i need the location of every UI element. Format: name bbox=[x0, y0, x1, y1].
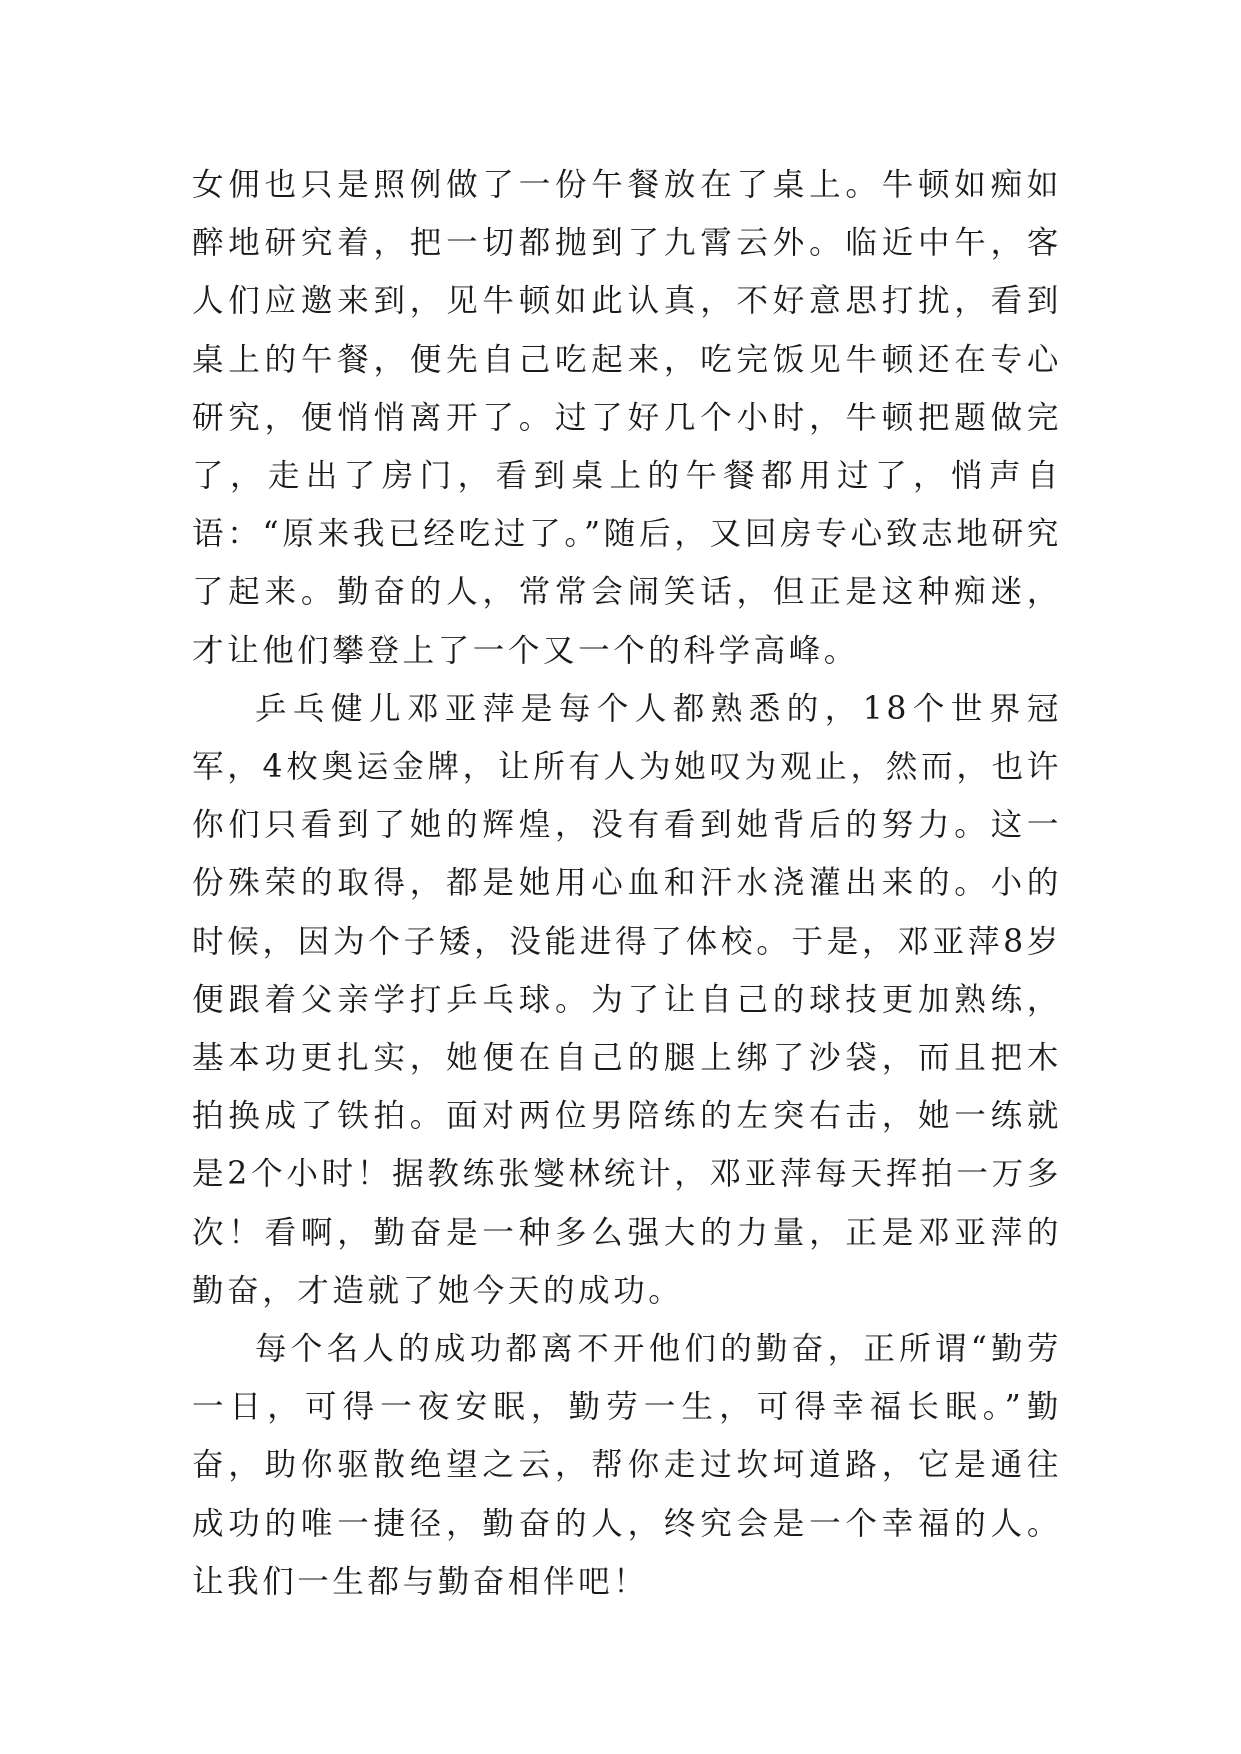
paragraph-newton-continued: 女佣也只是照例做了一份午餐放在了桌上。牛顿如痴如醉地研究着，把一切都抛到了九霄云外。临近中午，客人们应邀来到，见牛顿如此认真，不好意思打扰，看到桌上的午餐，便先自己吃起来，吃完饭见牛顿还在专心研究，便悄悄离开了。过了好几个小时，牛顿把题做完了，走出了房门，看到桌上的午餐都用过了，悄声自语：“原来我已经吃过了。”随后，又回房专心致志地研究了起来。勤奋的人，常常会闹笑话，但正是这种痴迷，才让他们攀登上了一个又一个的科学高峰。 bbox=[192, 167, 1062, 669]
document-body bbox=[192, 156, 1062, 1611]
paragraph-deng-yaping: 乒乓健儿邓亚萍是每个人都熟悉的，18个世界冠军，4枚奥运金牌，让所有人为她叹为观止，然而，也许你们只看到了她的辉煌，没有看到她背后的努力。这一份殊荣的取得，都是她用心血和汗水浇灌出来的。小的时候，因为个子矮，没能进得了体校。于是，邓亚萍8岁便跟着父亲学打乒乓球。为了让自己的球技更加熟练，基本功更扎实，她便在自己的腿上绑了沙袋，而且把木拍换成了铁拍。面对两位男陪练的左突右击，她一练就是2个小时！据教练张燮林统计，邓亚萍每天挥拍一万多次！看啊，勤奋是一种多么强大的力量，正是邓亚萍的勤奋，才造就了她今天的成功。 bbox=[192, 690, 1062, 1309]
paragraph-conclusion: 每个名人的成功都离不开他们的勤奋，正所谓“勤劳一日，可得一夜安眠，勤劳一生，可得幸福长眠。”勤奋，助你驱散绝望之云，帮你走过坎坷道路，它是通往成功的唯一捷径，勤奋的人，终究会是一个幸福的人。让我们一生都与勤奋相伴吧！ bbox=[192, 1331, 1062, 1600]
